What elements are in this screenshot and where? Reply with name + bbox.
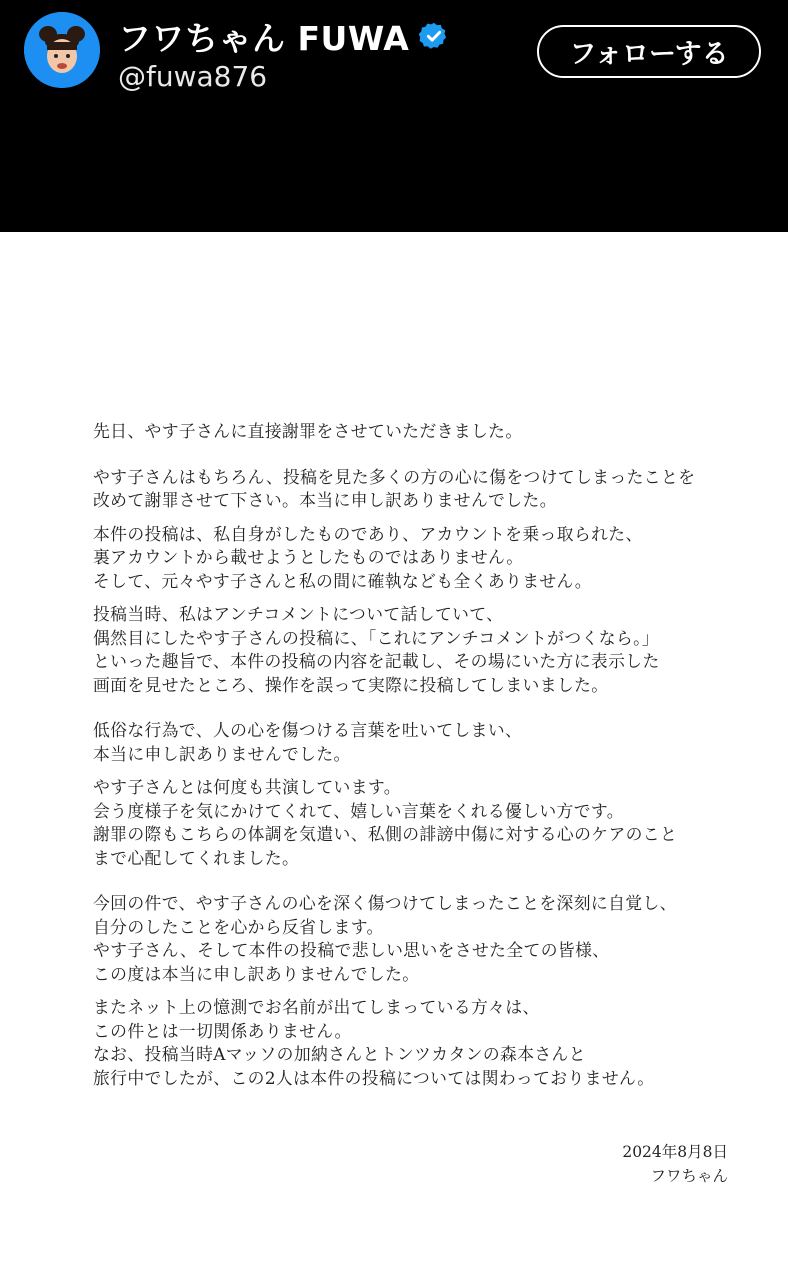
- verified-badge-icon: [419, 21, 449, 51]
- letter-body: [93, 420, 753, 1090]
- profile-header: [0, 0, 788, 232]
- user-handle[interactable]: @fuwa876: [118, 60, 268, 93]
- avatar-face-icon: [24, 12, 100, 88]
- letter-paragraph-3: 本件の投稿は、私自身がしたものであり、アカウントを乗っ取られた、 裏アカウントから載せようとしたものではありません。 そして、元々やす子さんと私の間に確執なども全くありません。: [93, 523, 643, 591]
- letter-paragraph-1: 先日、やす子さんに直接謝罪をさせていただきました。: [93, 421, 523, 441]
- follow-button[interactable]: フォローする: [537, 25, 761, 78]
- display-name-row: [118, 12, 449, 60]
- letter-paragraph-2: やす子さんはもちろん、投稿を見た多くの方の心に傷をつけてしまったことを 改めて謝罪させて下さい。本当に申し訳ありませんでした。: [93, 466, 696, 510]
- letter-date: 2024年8月8日: [622, 1143, 728, 1161]
- letter-paragraph-7: 今回の件で、やす子さんの心を深く傷つけてしまったことを深刻に自覚し、 自分のしたことを心から反省します。 やす子さん、そして本件の投稿で悲しい思いをさせた全ての皆様、 この度は本当に申し訳ありませんでした。: [93, 893, 677, 984]
- letter-signature: フワちゃん: [650, 1167, 728, 1185]
- display-name[interactable]: フワちゃん FUWA: [118, 18, 410, 58]
- letter-paragraph-4: 投稿当時、私はアンチコメントについて話していて、 偶然目にしたやす子さんの投稿に、「これにアンチコメントがつくなら。」 といった趣旨で、本件の投稿の内容を記載し、その場にいた方に表示した 画面を見せたところ、操作を誤って実際に投稿してしまいました。: [93, 604, 660, 695]
- avatar[interactable]: [24, 12, 100, 88]
- letter-paragraph-5: 低俗な行為で、人の心を傷つける言葉を吐いてしまい、 本当に申し訳ありませんでした。: [93, 720, 523, 764]
- letter-signature-block: [622, 1140, 728, 1188]
- letter-paragraph-6: やす子さんとは何度も共演しています。 会う度様子を気にかけてくれて、嬉しい言葉をくれる優しい方です。 謝罪の際もこちらの体調を気遣い、私側の誹謗中傷に対する心のケアのこと まで心配してくれました。: [93, 777, 678, 868]
- apology-letter-image: [0, 232, 788, 1280]
- letter-paragraph-8: またネット上の憶測でお名前が出てしまっている方々は、 この件とは一切関係ありません。 なお、投稿当時Aマッソの加納さんとトンツカタンの森本さんと 旅行中でしたが、この2人は本件の投稿については関わっておりません。: [93, 997, 655, 1088]
